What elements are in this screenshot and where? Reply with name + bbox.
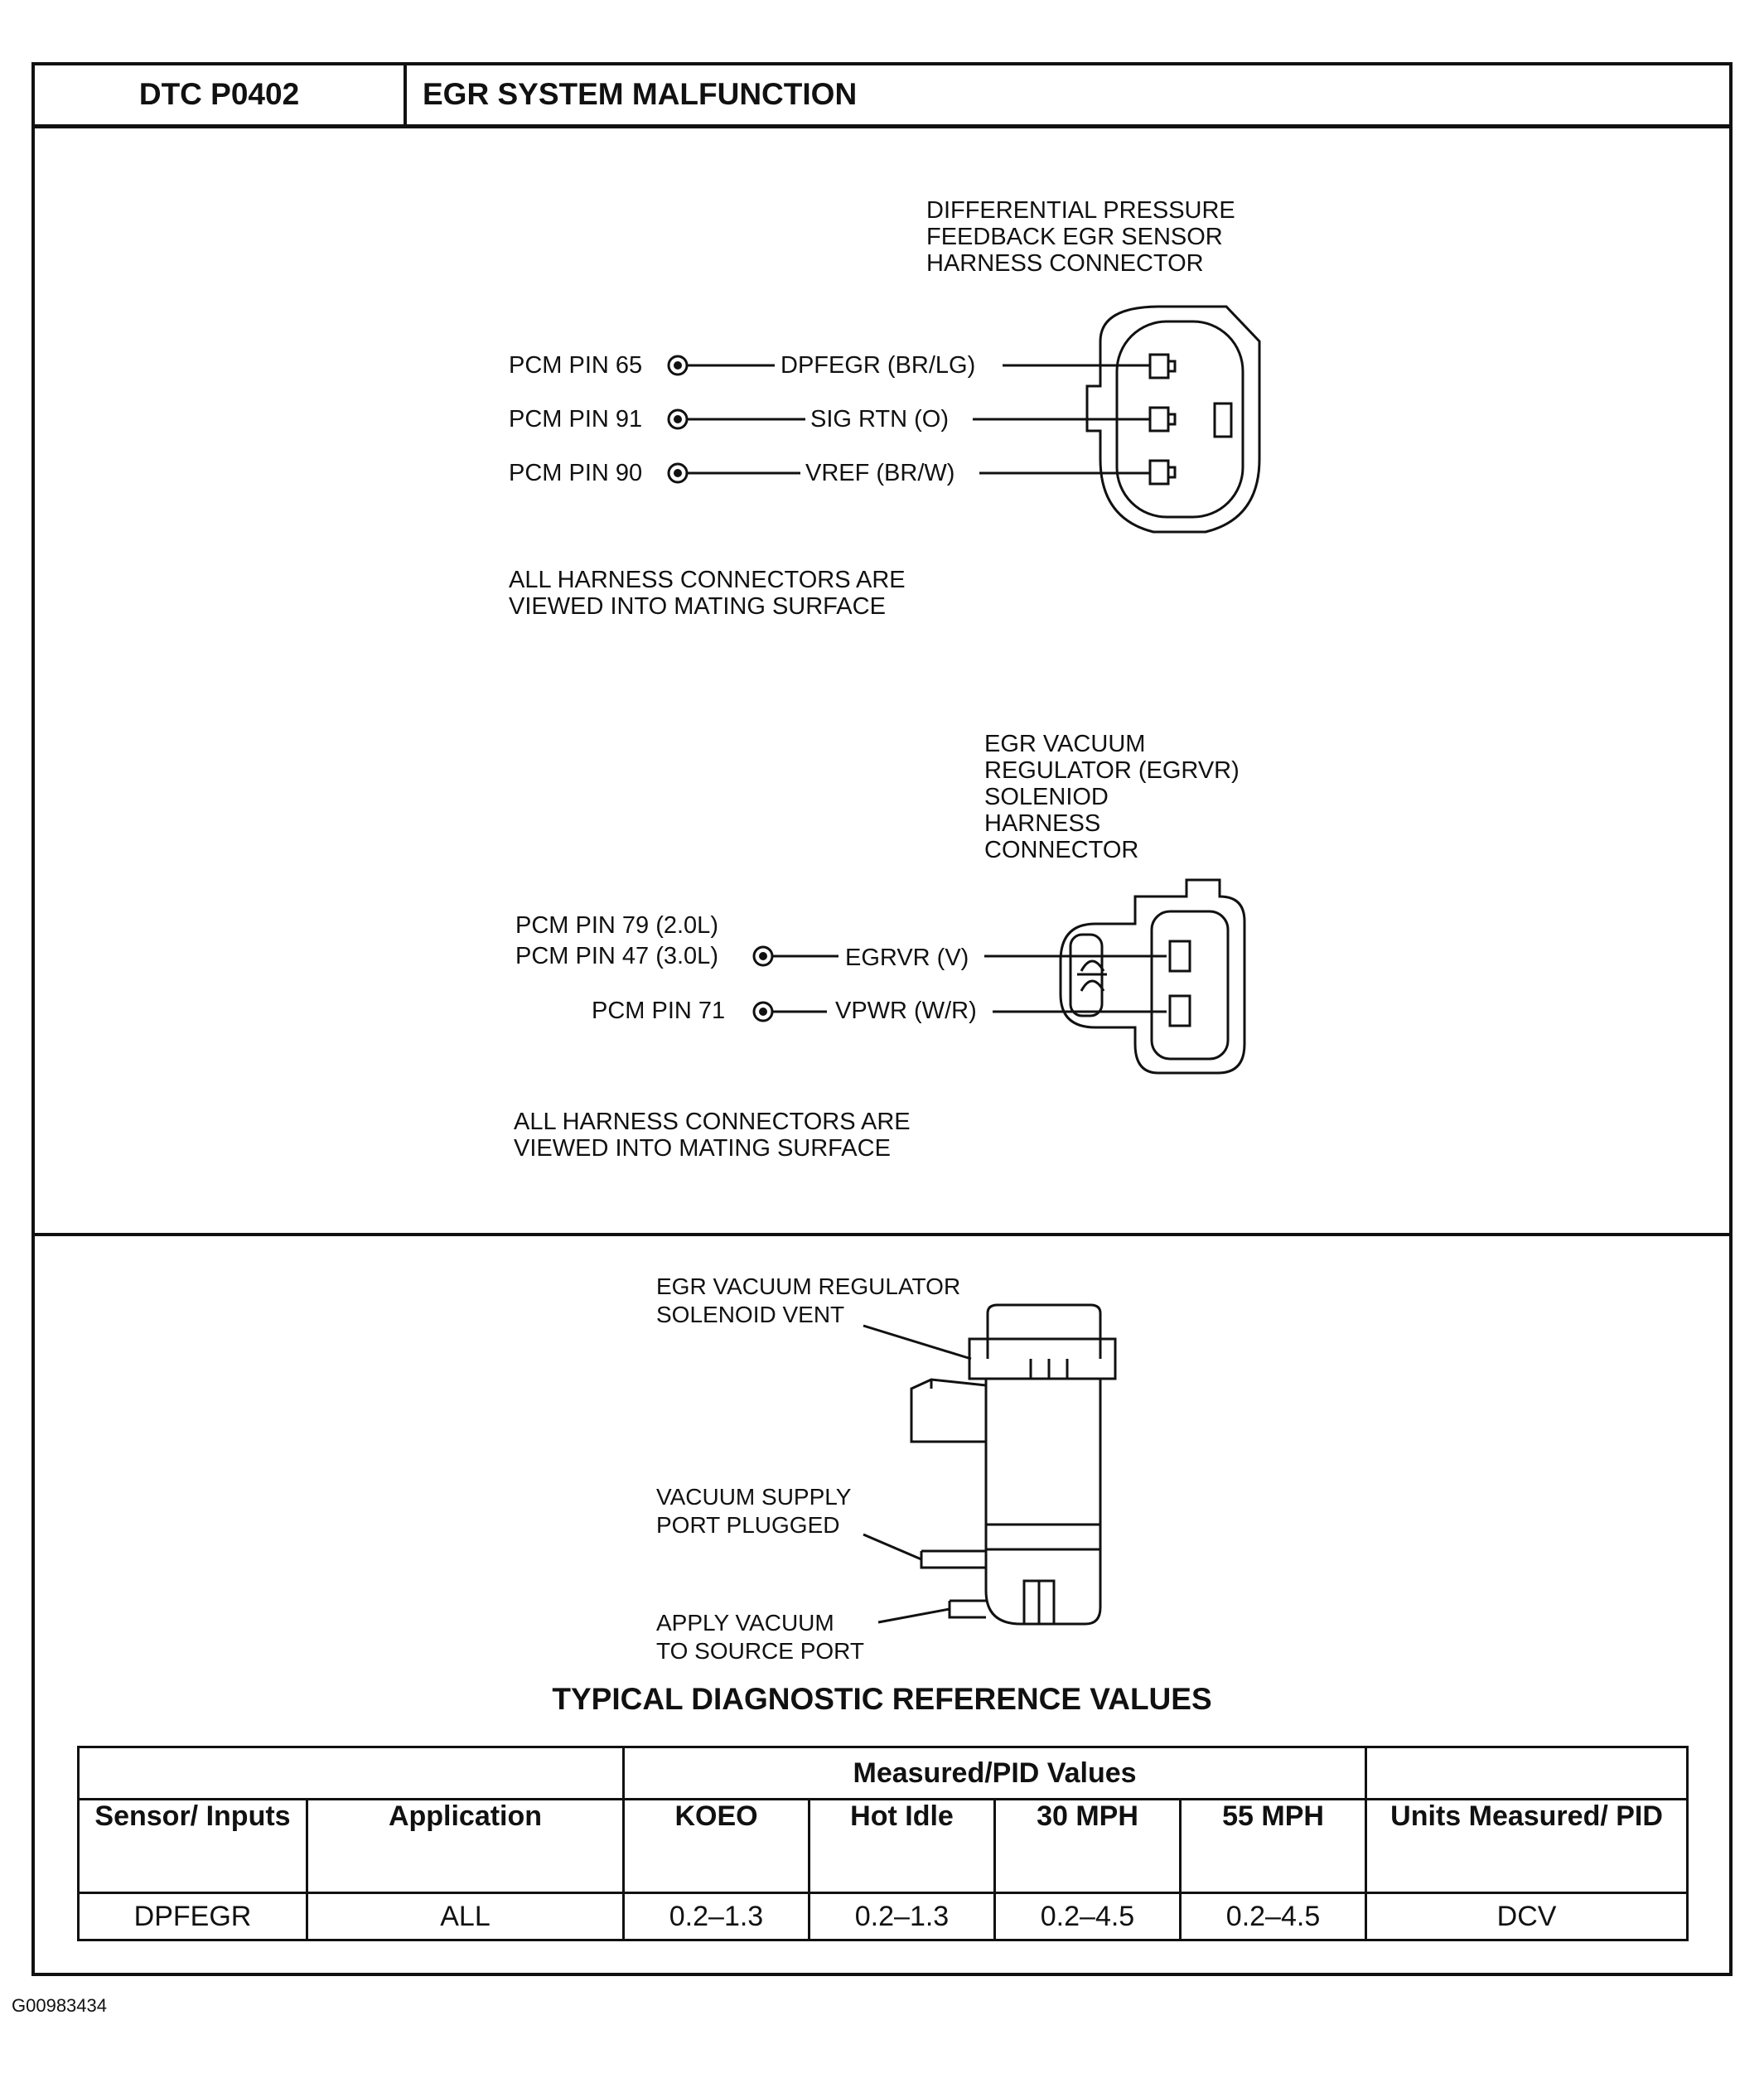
table-cell: 0.2–1.3 bbox=[810, 1893, 995, 1940]
connector2-note-line2: VIEWED INTO MATING SURFACE bbox=[514, 1135, 891, 1162]
table-cell: DCV bbox=[1366, 1893, 1688, 1940]
connector1-title-line3: HARNESS CONNECTOR bbox=[926, 250, 1204, 277]
connector1-circuit-1: DPFEGR (BR/LG) bbox=[781, 352, 976, 379]
column-header: Hot Idle bbox=[810, 1800, 995, 1893]
column-header: 55 MPH bbox=[1181, 1800, 1366, 1893]
connector2-circuit-2: VPWR (W/R) bbox=[835, 998, 977, 1024]
table-cell: 0.2–4.5 bbox=[995, 1893, 1181, 1940]
connector1-pcm-pin-3: PCM PIN 90 bbox=[509, 460, 643, 486]
vent-label-line1: EGR VACUUM REGULATOR bbox=[656, 1273, 961, 1299]
connector2-title-line4: HARNESS bbox=[984, 810, 1101, 837]
column-header: 30 MPH bbox=[995, 1800, 1181, 1893]
table-corner-cell bbox=[79, 1747, 624, 1800]
table-cell: ALL bbox=[307, 1893, 624, 1940]
supply-label-line2: PORT PLUGGED bbox=[656, 1512, 840, 1538]
connector1-circuit-3: VREF (BR/W) bbox=[805, 460, 955, 486]
connector1-pcm-pin-2: PCM PIN 91 bbox=[509, 406, 643, 433]
connector1-title-line1: DIFFERENTIAL PRESSURE bbox=[926, 197, 1235, 224]
connector2-title-line2: REGULATOR (EGRVR) bbox=[984, 757, 1240, 784]
dtc-code: DTC P0402 bbox=[138, 77, 300, 111]
column-header: KOEO bbox=[624, 1800, 810, 1893]
apply-label-line2: TO SOURCE PORT bbox=[656, 1638, 865, 1664]
connector2-body bbox=[1061, 880, 1244, 1073]
table-cell: 0.2–4.5 bbox=[1181, 1893, 1366, 1940]
connector2-pcm-pin-1-line1: PCM PIN 79 (2.0L) bbox=[515, 912, 718, 939]
connector1-pcm-pin-1: PCM PIN 65 bbox=[509, 352, 643, 379]
connector1-circuit-2: SIG RTN (O) bbox=[810, 406, 950, 433]
connector2-pcm-pin-2: PCM PIN 71 bbox=[592, 998, 726, 1024]
connector1-title-line2: FEEDBACK EGR SENSOR bbox=[926, 224, 1223, 250]
vent-label-line2: SOLENOID VENT bbox=[656, 1302, 845, 1327]
table-row bbox=[79, 1893, 1688, 1940]
figure-id: G00983434 bbox=[12, 1995, 107, 2016]
connector2-wires bbox=[754, 947, 1167, 1021]
table-cell: DPFEGR bbox=[79, 1893, 307, 1940]
solenoid-drawing bbox=[863, 1305, 1115, 1624]
connector2-title-line5: CONNECTOR bbox=[984, 837, 1139, 863]
connector1-note-line1: ALL HARNESS CONNECTORS ARE bbox=[509, 567, 906, 593]
connector2-title-line3: SOLENIOD bbox=[984, 784, 1109, 810]
connector1-note-line2: VIEWED INTO MATING SURFACE bbox=[509, 593, 886, 620]
page-title: EGR SYSTEM MALFUNCTION bbox=[423, 77, 858, 111]
table-title: TYPICAL DIAGNOSTIC REFERENCE VALUES bbox=[552, 1682, 1212, 1716]
column-header: Application bbox=[307, 1800, 624, 1893]
column-header: Sensor/ Inputs bbox=[79, 1800, 307, 1893]
connector2-circuit-1: EGRVR (V) bbox=[845, 945, 969, 971]
connector2-note-line1: ALL HARNESS CONNECTORS ARE bbox=[514, 1109, 911, 1135]
apply-label-line1: APPLY VACUUM bbox=[656, 1610, 834, 1636]
connector1-wires bbox=[669, 356, 1150, 482]
column-header: Units Measured/ PID bbox=[1366, 1800, 1688, 1893]
supply-label-line1: VACUUM SUPPLY bbox=[656, 1484, 852, 1510]
table-corner-cell-right bbox=[1366, 1747, 1688, 1800]
connector2-pcm-pin-1-line2: PCM PIN 47 (3.0L) bbox=[515, 943, 718, 969]
connector2-title-line1: EGR VACUUM bbox=[984, 731, 1146, 757]
reference-table bbox=[77, 1746, 1689, 1941]
group-header: Measured/PID Values bbox=[624, 1747, 1366, 1800]
table-cell: 0.2–1.3 bbox=[624, 1893, 810, 1940]
